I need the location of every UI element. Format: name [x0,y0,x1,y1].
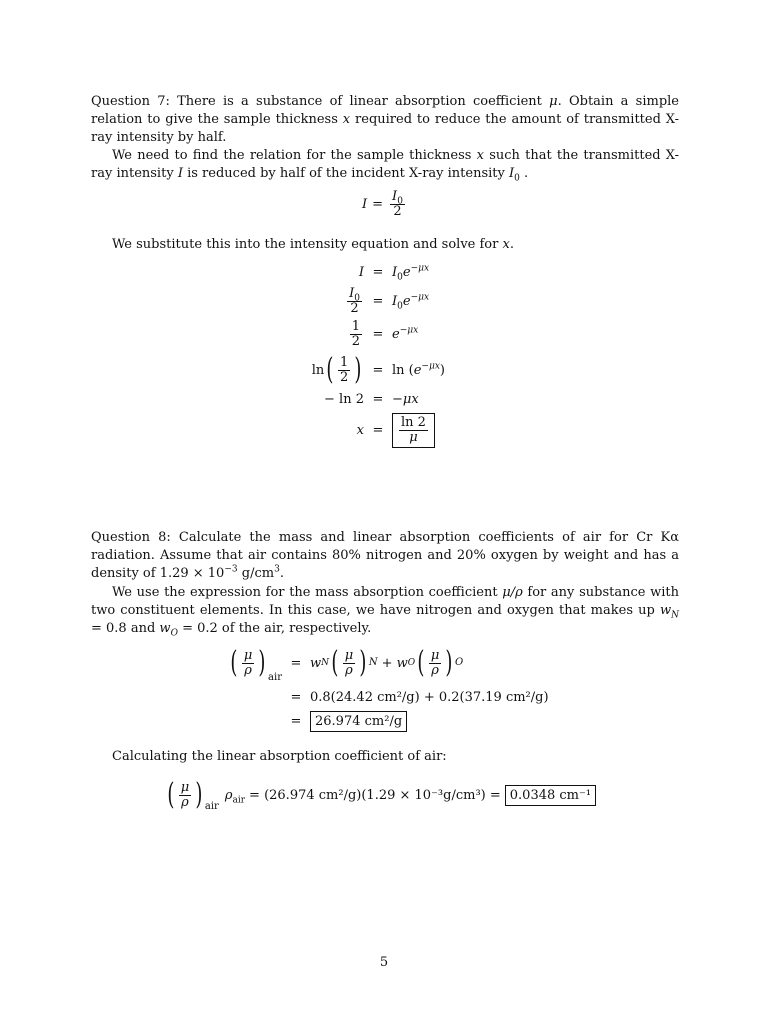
linear-absorption-equation: ( $\frac{\mu}{\rho}$ ) air $\rho_{air}$ = (26.974 cm²/g)(1.29 × 10⁻³g/cm³) = 0.0348 cm⁻¹ [165,780,596,810]
derivation-row-3: $\frac{1}{2}$ = $e^{-\mu x}$ [351,319,419,349]
question-7-intro: We need to find the relation for the sample thickness x such that the transmitted X-ray intensity I is reduced by half of the incident X-ray intensity $I_0$ . [91,148,679,184]
boxed-answer-linear: 0.0348 cm⁻¹ [505,785,596,806]
mass-absorption-row-1: ( $\frac{\mu}{\rho}$ ) air = w N ( $\frac{\mu}{\rho}$ ) N + w O ( $\frac{\mu}{\rho}$ ) O [230,645,464,683]
boxed-answer-mass: 26.974 cm²/g [310,711,407,732]
derivation-row-5: − ln 2 = −μx [324,392,419,407]
derivation-row-6: x = $\frac{\ln 2}{\mu}$ [300,413,435,448]
boxed-answer-q7: $\frac{\ln 2}{\mu}$ [392,413,435,448]
question-8-intro: We use the expression for the mass absorption coefficient μ/ρ for any substance with two constituent elements. In this case, we have nitrogen and oxygen that makes up $w_N = 0.8$ and $w_O = 0.2$ of the air, respectively. [91,585,679,639]
linear-absorption-intro: Calculating the linear absorption coefficient of air: [112,749,447,764]
question-7-prompt: Question 7: There is a substance of linear absorption coefficient μ. Obtain a simple relation to give the sample thickness x required to reduce the amount of transmitted X-ray intensity by half. [91,94,679,145]
half-intensity-equation: I = $\frac{I_0}{2}$ [362,189,403,219]
mass-absorption-row-2: = 0.8(24.42 cm²/g) + 0.2(37.19 cm²/g) [290,690,549,705]
derivation-row-2: $\frac{I_0}{2}$ = $I_0e^{-\mu x}$ [349,286,430,316]
substitute-sentence: We substitute this into the intensity equation and solve for x. [112,237,514,252]
derivation-row-4: ln ( $\frac{1}{2}$ ) = $\ln (e^{-\mu x})$ [311,352,445,387]
mass-absorption-row-3: = 26.974 cm²/g [232,711,407,732]
page-number: 5 [379,955,389,970]
derivation-row-1: I = $I_0e^{-\mu x}$ [358,263,430,283]
question-8-prompt: Question 8: Calculate the mass and linear absorption coefficients of air for Cr Kα radiation. Assume that air contains 80% nitrogen and 20% oxygen by weight and has a density of $1.29 \times 10^{-3}$ $g/cm^3$. [91,530,679,581]
